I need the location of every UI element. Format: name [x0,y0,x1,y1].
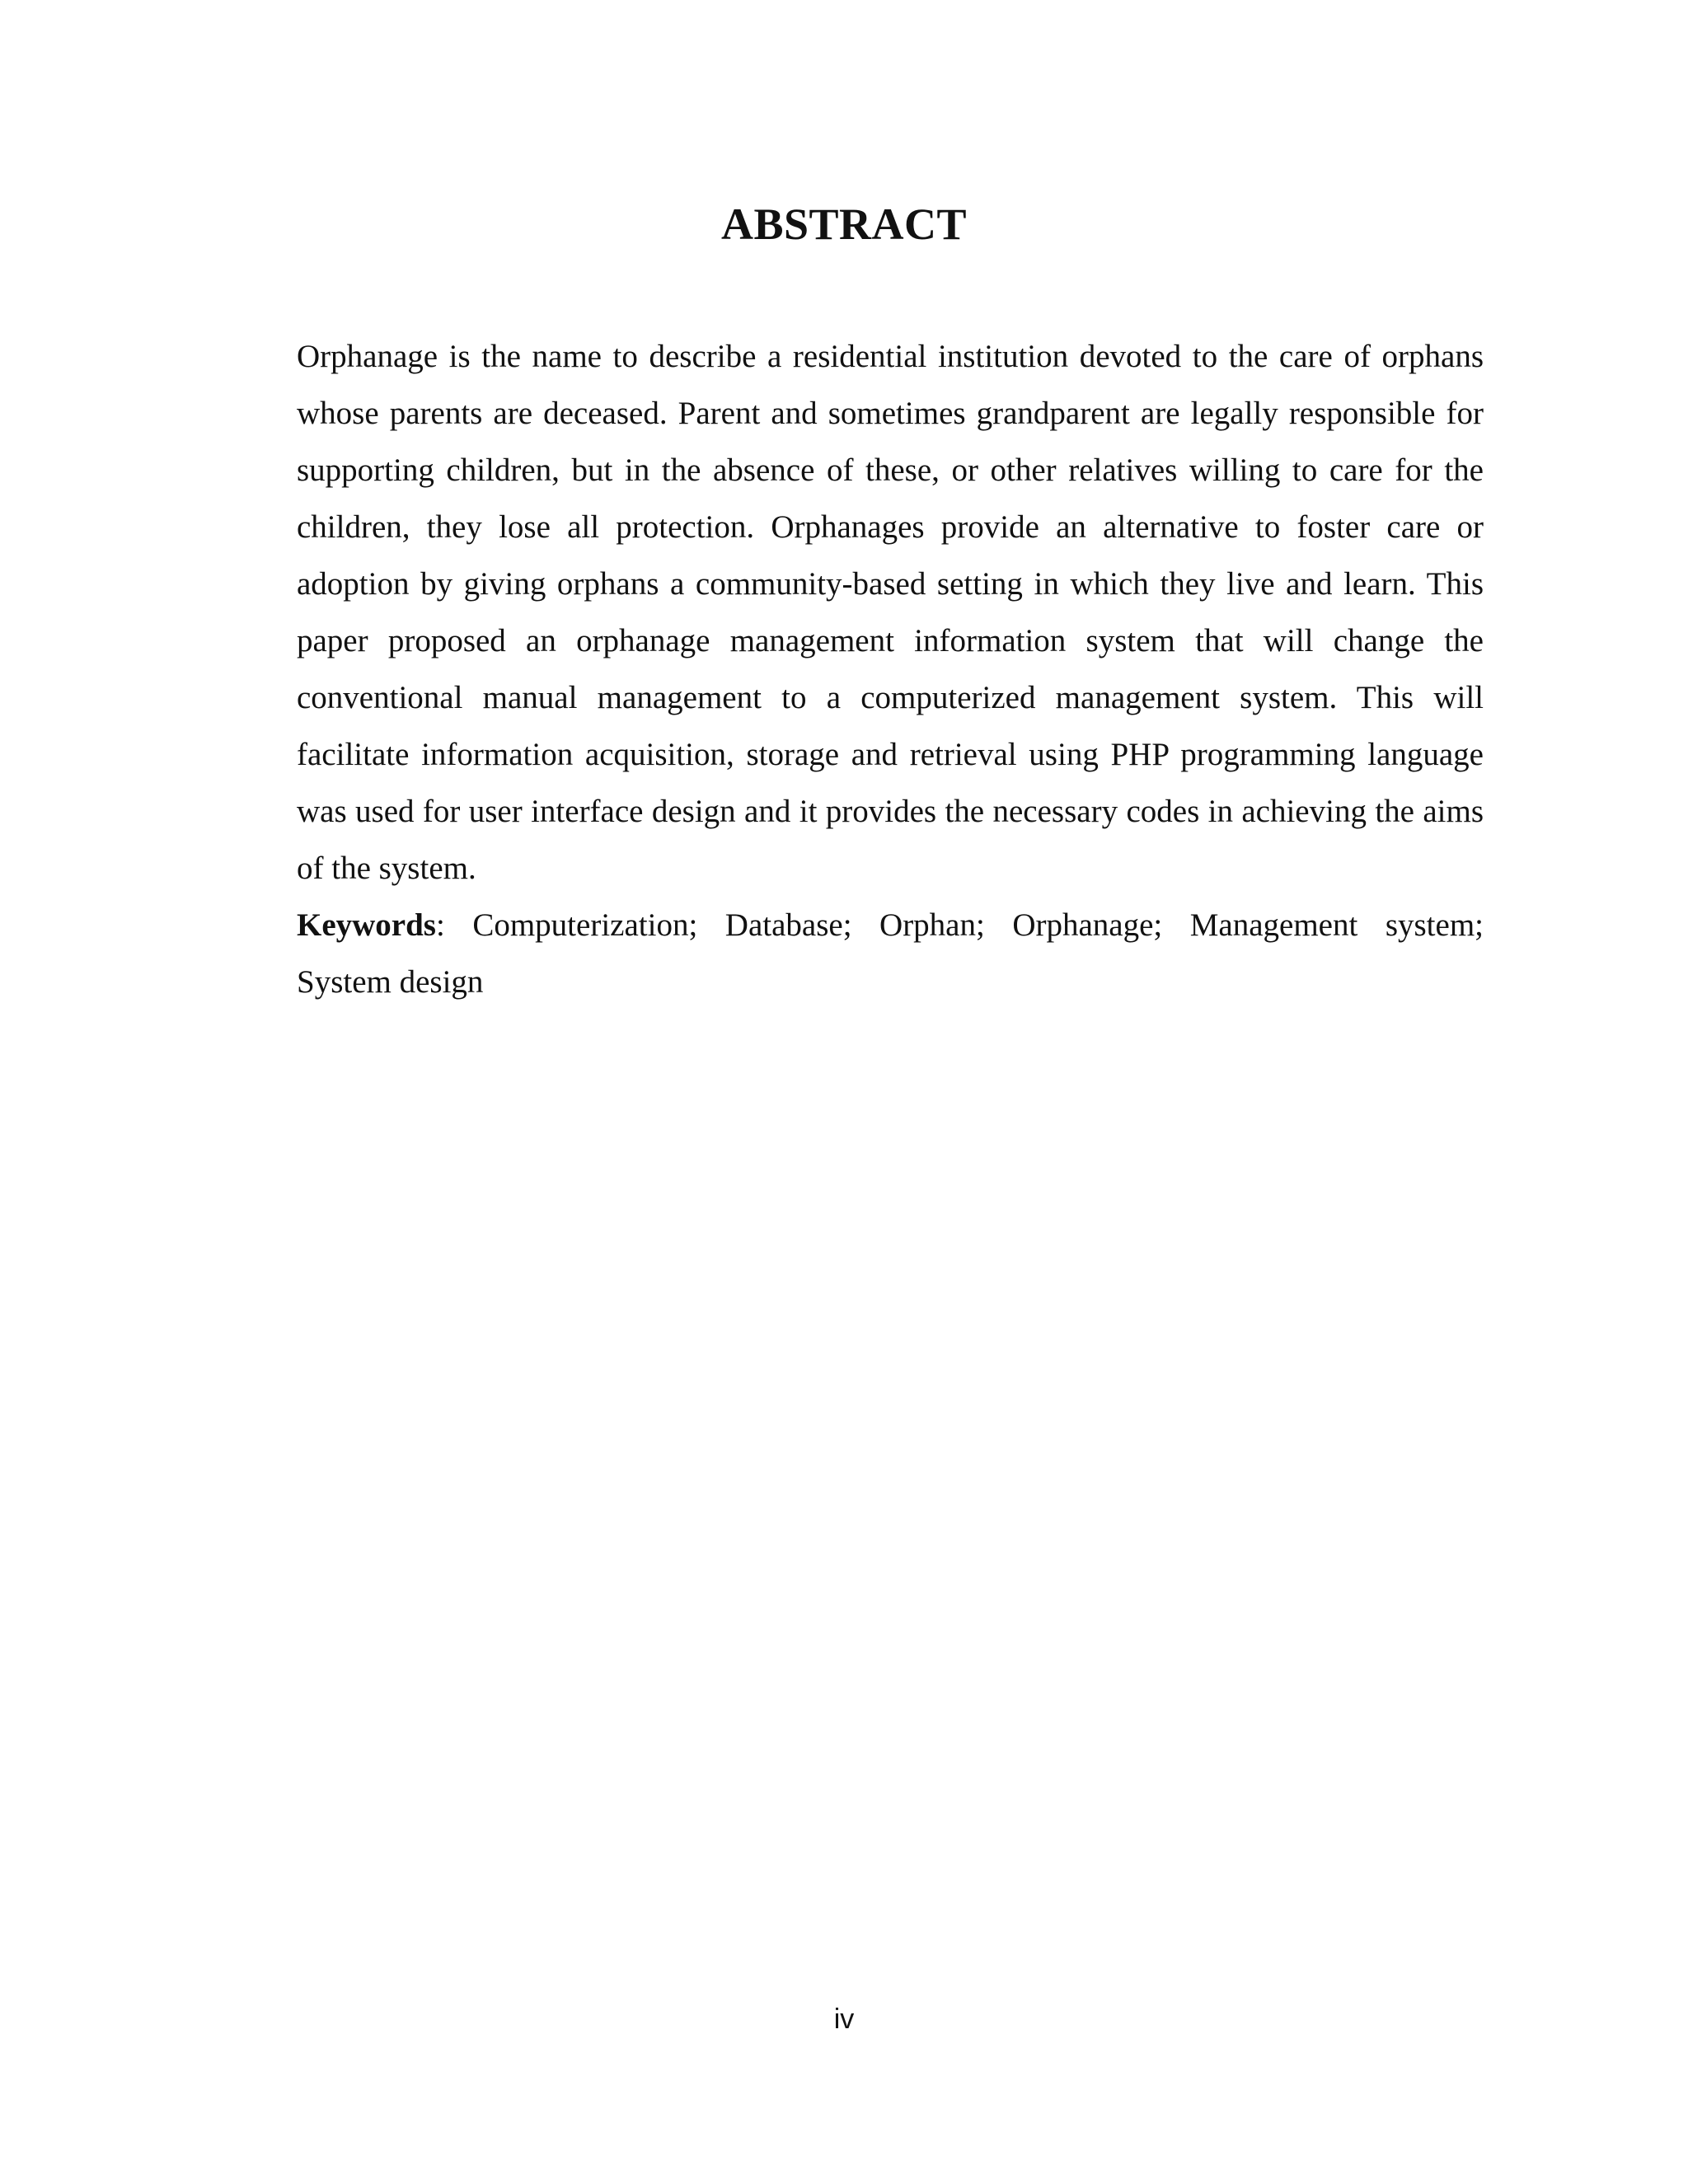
abstract-line: was used for user interface design and it provides the necessary codes in achieving the aims [297,794,1484,829]
abstract-line: whose parents are deceased. Parent and sometimes grandparent are legally responsible for [297,396,1484,431]
abstract-line: adoption by giving orphans a community-based setting in which they live and learn. This [297,566,1484,602]
abstract-line: of the system. [297,851,476,886]
abstract-line: supporting children, but in the absence of these, or other relatives willing to care for the [297,452,1484,488]
abstract-body [297,328,1484,1010]
page-number: iv [833,2004,855,2035]
keywords-list: : Computerization; Database; Orphan; Orphanage; Management system; [436,907,1484,943]
abstract-line: Orphanage is the name to describe a residential institution devoted to the care of orphans [297,339,1484,374]
abstract-line: facilitate information acquisition, storage and retrieval using PHP programming language [297,737,1484,772]
keywords-label: Keywords [297,907,436,943]
page-title: ABSTRACT [720,199,968,249]
abstract-line: conventional manual management to a computerized management system. This will [297,680,1484,715]
abstract-line: paper proposed an orphanage management information system that will change the [297,623,1484,658]
keywords-line-continued: System design [297,964,484,1000]
abstract-line: children, they lose all protection. Orphanages provide an alternative to foster care or [297,509,1484,545]
keywords-line [297,897,1484,954]
